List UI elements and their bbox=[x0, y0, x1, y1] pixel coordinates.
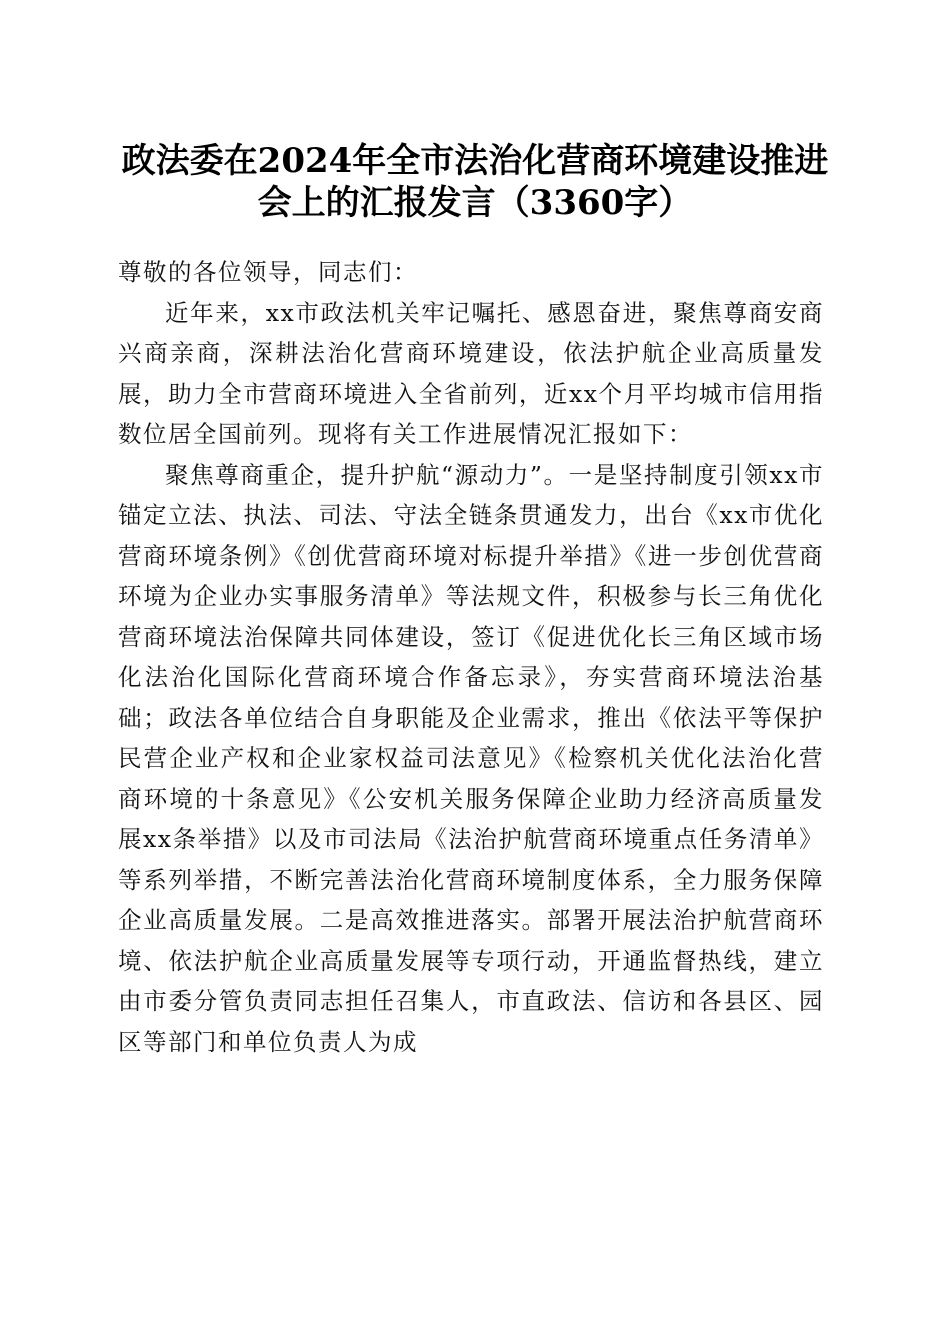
document-body bbox=[118, 252, 824, 1062]
paragraph-section-one: 聚焦尊商重企，提升护航“源动力”。一是坚持制度引领xx市锚定立法、执法、司法、守法全链条贯通发力，出台《xx市优化营商环境条例》《创优营商环境对标提升举措》《进一步创优营商环境为企业办实事服务清单》等法规文件，积极参与长三角优化营商环境法治保障共同体建设，签订《促进优化长三角区域市场化法治化国际化营商环境合作备忘录》，夯实营商环境法治基础；政法各单位结合自身职能及企业需求，推出《依法平等保护民营企业产权和企业家权益司法意见》《检察机关优化法治化营商环境的十条意见》《公安机关服务保障企业助力经济高质量发展xx条举措》以及市司法局《法治护航营商环境重点任务清单》等系列举措，不断完善法治化营商环境制度体系，全力服务保障企业高质量发展。二是高效推进落实。部署开展法治护航营商环境、依法护航企业高质量发展等专项行动，开通监督热线，建立由市委分管负责同志担任召集人，市直政法、信访和各县区、园区等部门和单位负责人为成 bbox=[118, 460, 824, 1056]
salutation: 尊敬的各位领导，同志们： bbox=[118, 258, 418, 286]
document-title: 政法委在2024年全市法治化营商环境建设推进会上的汇报发言（3360字） bbox=[121, 141, 829, 223]
paragraph-intro: 近年来，xx市政法机关牢记嘱托、感恩奋进，聚焦尊商安商兴商亲商，深耕法治化营商环境建设，依法护航企业高质量发展，助力全市营商环境进入全省前列，近xx个月平均城市信用指数位居全国前列。现将有关工作进展情况汇报如下： bbox=[118, 298, 824, 448]
